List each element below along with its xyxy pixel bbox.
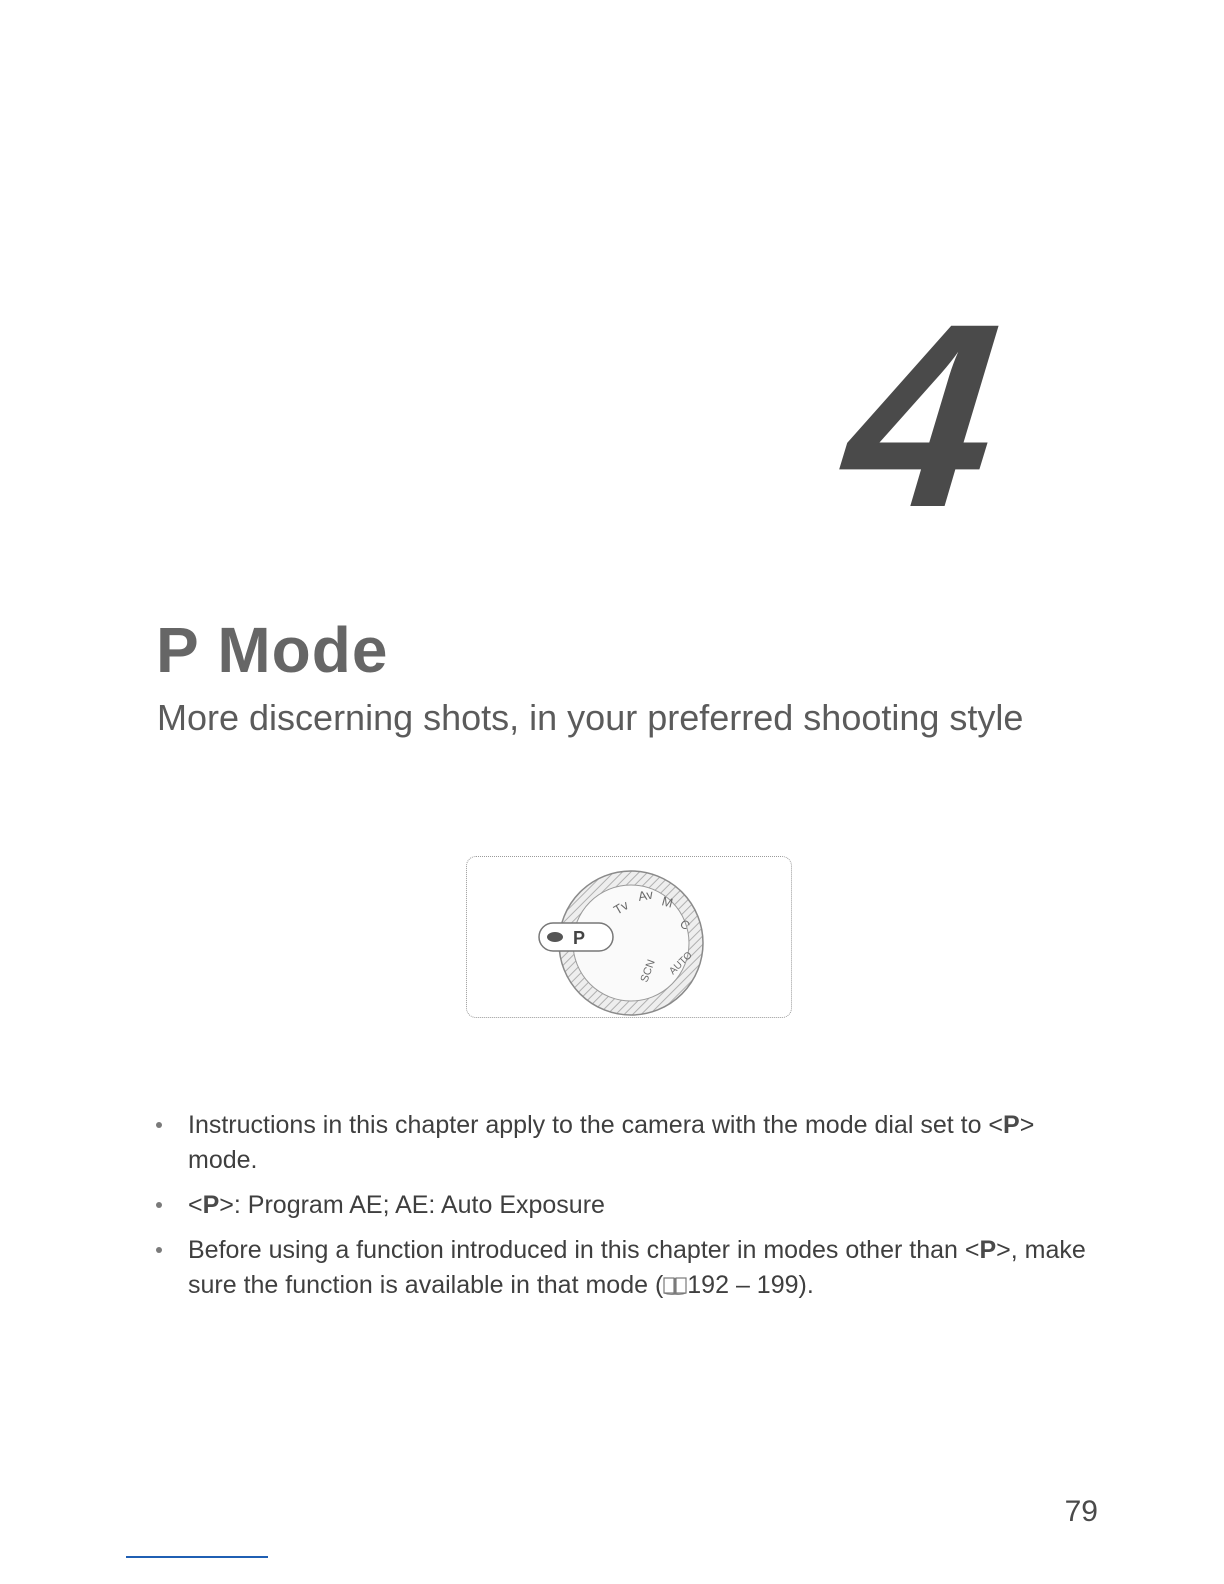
bullet-text: Before using a function introduced in this chapter in modes other than <box>188 1236 965 1264</box>
bracket-open: < <box>964 1236 980 1264</box>
list-item <box>156 1108 1086 1178</box>
chapter-title: P Mode <box>156 614 389 686</box>
bullet-icon <box>156 1247 162 1253</box>
link-underline <box>126 1556 268 1558</box>
bullet-icon <box>156 1122 162 1128</box>
dial-label-c: C <box>677 916 693 933</box>
bullet-text: ). <box>798 1271 814 1299</box>
page-reference[interactable]: 192 – 199 <box>687 1271 799 1299</box>
bullet-text: >: Program AE; AE: Auto Exposure <box>219 1191 605 1219</box>
mode-dial-icon <box>467 857 791 1017</box>
bracket-open: < <box>988 1111 1004 1139</box>
dial-label-av: Av <box>636 886 655 904</box>
dial-label-m: M <box>660 893 675 911</box>
bullet-icon <box>156 1202 162 1208</box>
p-mode-icon: P <box>979 1236 997 1264</box>
dial-label-scn: SCN <box>638 958 658 985</box>
dial-indicator-dot <box>547 932 563 942</box>
bullet-text: > mode. <box>188 1111 1035 1174</box>
bullet-text: >, make sure the function is available in that mode ( <box>188 1236 1086 1299</box>
instruction-list <box>156 1108 1086 1316</box>
book-icon <box>663 1271 687 1306</box>
chapter-subtitle: More discerning shots, in your preferred shooting style <box>157 697 1024 738</box>
dial-label-p: P <box>573 928 586 948</box>
mode-dial-figure <box>466 856 792 1018</box>
list-item <box>156 1188 1086 1223</box>
chapter-number: 4 <box>833 269 1011 562</box>
bullet-text: Instructions in this chapter apply to the camera with the mode dial set to <box>188 1111 989 1139</box>
p-mode-icon: P <box>1003 1111 1020 1139</box>
p-mode-icon: P <box>202 1191 220 1219</box>
bracket-open: < <box>188 1191 203 1219</box>
dial-label-tv: Tv <box>611 897 632 918</box>
list-item <box>156 1233 1086 1306</box>
page-number: 79 <box>1064 1495 1098 1528</box>
dial-label-auto: AUTO <box>667 949 695 978</box>
